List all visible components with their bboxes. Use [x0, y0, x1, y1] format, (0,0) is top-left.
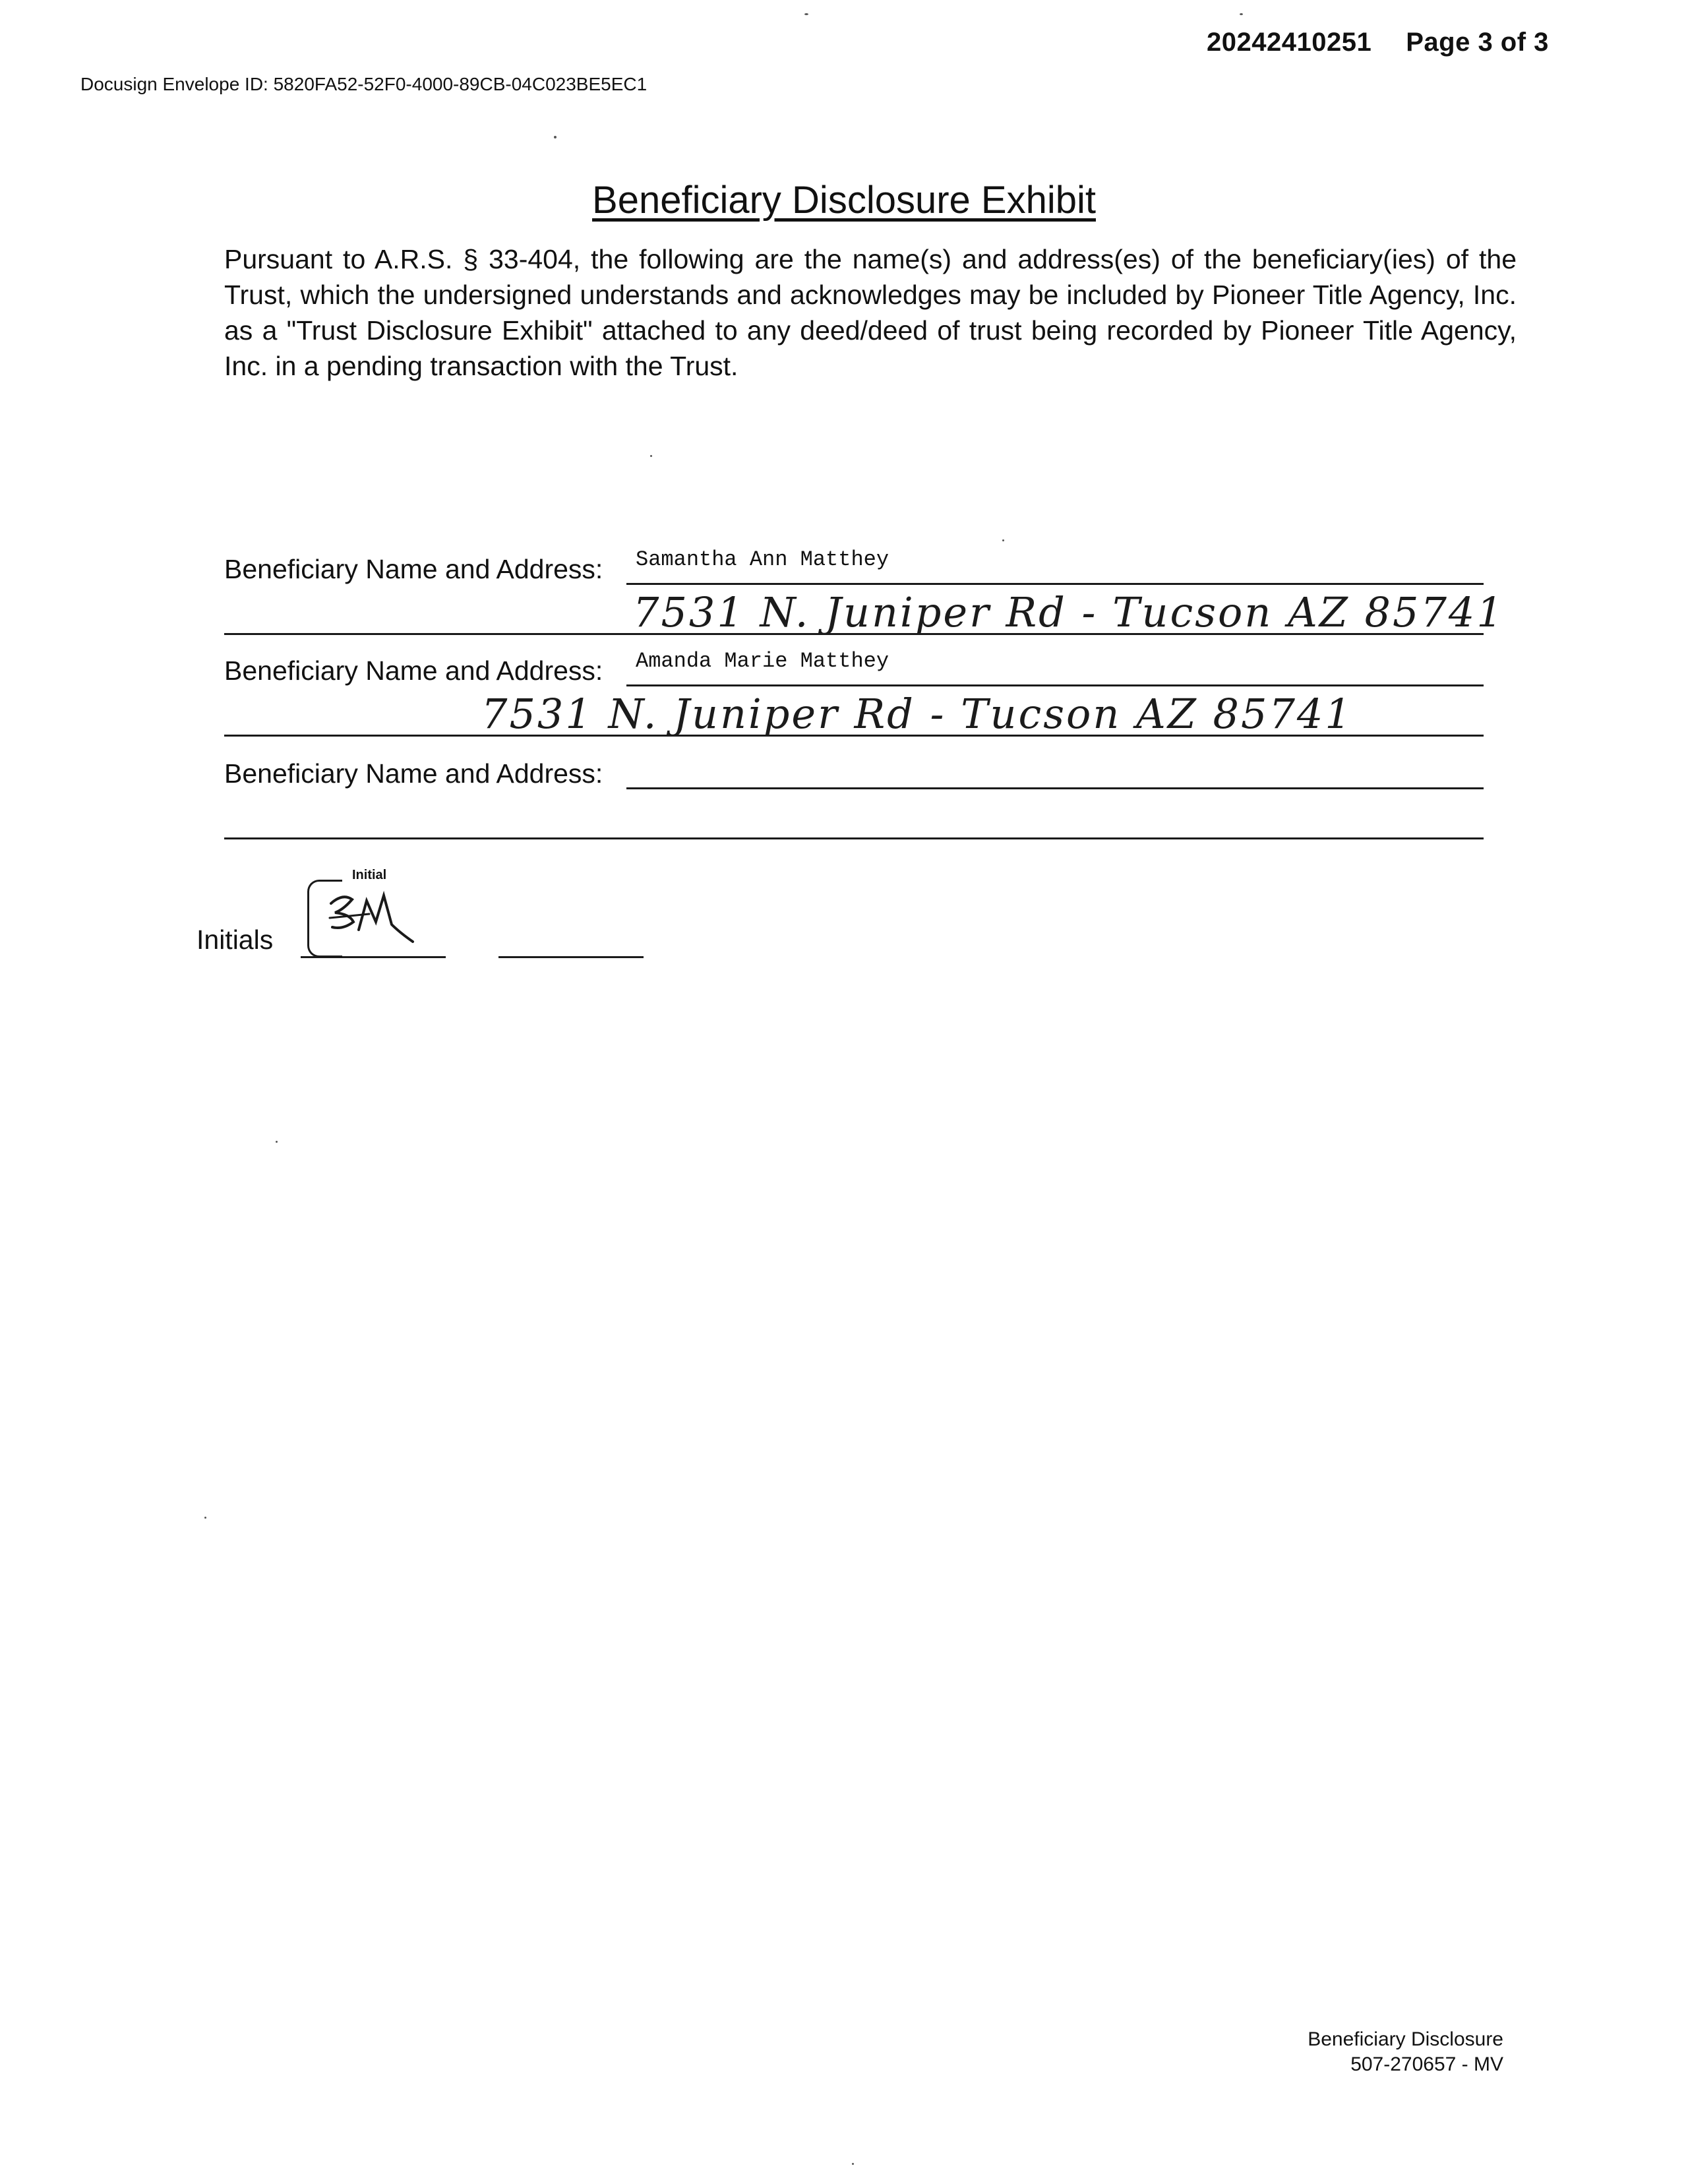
page-indicator: Page 3 of 3 [1406, 28, 1549, 57]
footer-form-id [1187, 2027, 1503, 2077]
scan-speck [554, 136, 557, 138]
beneficiary-3-address-line [224, 837, 1484, 839]
recording-header [1207, 28, 1549, 57]
beneficiary-1-address: 7531 N. Juniper Rd - Tucson AZ 85741 [633, 588, 1505, 636]
scan-speck [852, 2163, 854, 2165]
beneficiary-1-name-line [626, 583, 1484, 585]
initial-stamp-tag: Initial [352, 868, 387, 882]
initials-label: Initials [196, 925, 274, 955]
beneficiary-1-label: Beneficiary Name and Address: [224, 554, 603, 584]
scan-speck [1240, 13, 1243, 15]
beneficiary-3-label: Beneficiary Name and Address: [224, 758, 603, 789]
scan-speck [650, 455, 652, 457]
initials-signature-mark [323, 884, 422, 950]
disclosure-paragraph: Pursuant to A.R.S. § 33-404, the following are the name(s) and address(es) of the beneficiary(ies) of the Trust, which the undersigned understands and acknowledges may be included by Pioneer Title Agency, Inc. as a "Trust Disclosure Exhibit" attached to any deed/deed of trust being recorded by Pioneer Title Agency, Inc. in a pending transaction with the Trust. [224, 244, 1517, 381]
scan-speck [204, 1517, 206, 1519]
beneficiary-2-label: Beneficiary Name and Address: [224, 655, 603, 686]
initials-line-2 [498, 956, 644, 958]
beneficiary-3-name-line [626, 787, 1484, 789]
beneficiary-2-name-line [626, 684, 1484, 686]
scan-speck [804, 13, 808, 15]
beneficiary-1-name: Samantha Ann Matthey [636, 547, 889, 572]
scan-speck [1002, 539, 1004, 541]
initials-line-1 [301, 956, 446, 958]
footer-line-2: 507-270657 - MV [1350, 2053, 1503, 2075]
footer-line-1: Beneficiary Disclosure [1308, 2028, 1503, 2050]
document-title: Beneficiary Disclosure Exhibit [592, 179, 1096, 222]
recording-number: 20242410251 [1207, 28, 1372, 57]
beneficiary-2-address: 7531 N. Juniper Rd - Tucson AZ 85741 [481, 690, 1353, 738]
beneficiary-2-name: Amanda Marie Matthey [636, 649, 889, 673]
scan-speck [276, 1141, 278, 1143]
envelope-id: Docusign Envelope ID: 5820FA52-52F0-4000-89CB-04C023BE5EC1 [80, 74, 648, 94]
